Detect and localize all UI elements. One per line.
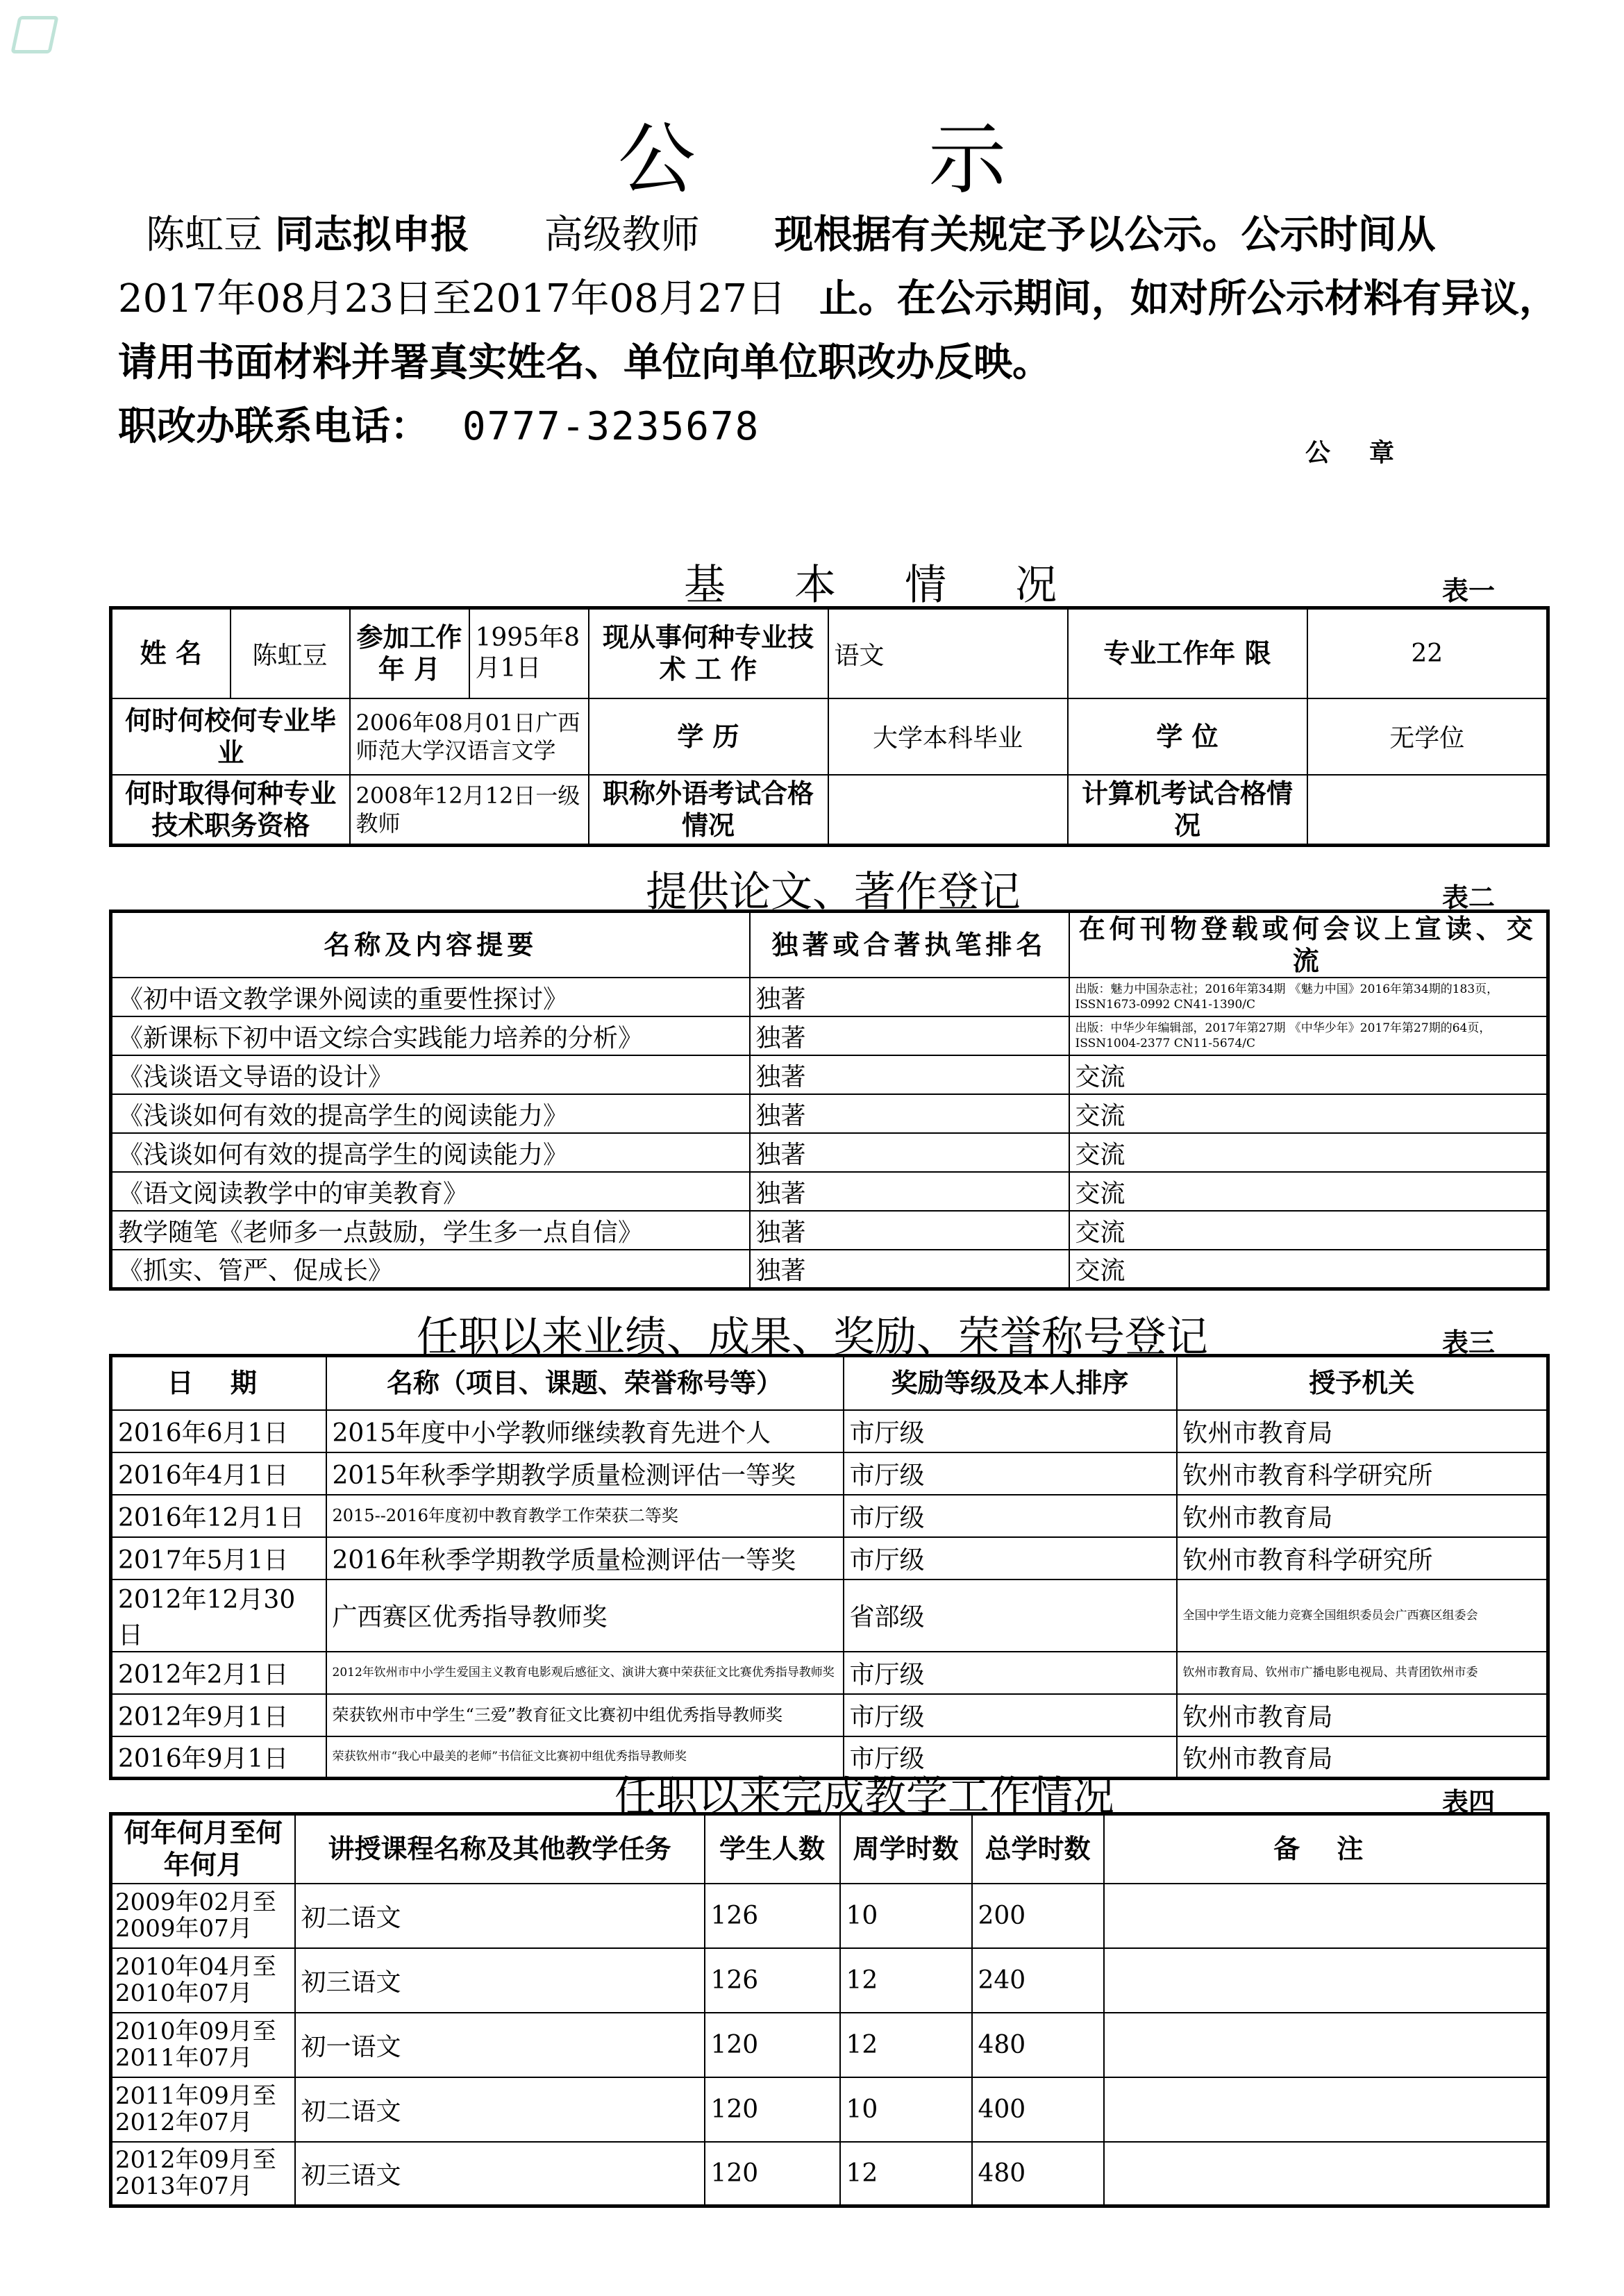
award-level: 市厅级 (844, 1452, 1177, 1495)
teaching-table (109, 1812, 1550, 2208)
logo-mark-icon (10, 16, 58, 53)
paper-author-rank: 独著 (750, 1211, 1069, 1250)
notice-line-2 (118, 268, 1558, 324)
paper-name: 《浅谈如何有效的提高学生的阅读能力》 (111, 1094, 750, 1133)
teaching-weekly-hours: 12 (840, 2013, 972, 2077)
paper-venue: 出版：中华少年编辑部，2017年第27期 《中华少年》2017年第27期的64页，ISSN1004-2377 CN11-5674/C (1069, 1016, 1548, 1055)
notice-text: 止。在公示期间，如对所公示材料有异议， (819, 276, 1558, 321)
contact-line (118, 396, 760, 451)
award-name: 荣获钦州市中学生“三爱”教育征文比赛初中组优秀指导教师奖 (326, 1694, 844, 1736)
teaching-total-hours: 200 (972, 1884, 1104, 1948)
degree-value: 无学位 (1307, 698, 1548, 775)
paper-name: 《抓实、管严、促成长》 (111, 1250, 750, 1289)
degree-label: 学 位 (1068, 698, 1307, 775)
paper-row (111, 1094, 1548, 1133)
table-tag: 表四 (1442, 1786, 1496, 1818)
award-date: 2012年9月1日 (111, 1694, 326, 1736)
award-org: 钦州市教育科学研究所 (1177, 1537, 1548, 1579)
teaching-students: 120 (705, 2077, 840, 2142)
teaching-weekly-hours: 12 (840, 2142, 972, 2206)
paper-venue: 交流 (1069, 1133, 1548, 1172)
award-org: 钦州市教育局 (1177, 1410, 1548, 1452)
teaching-header-notes: 备 注 (1104, 1814, 1548, 1884)
notice-line-3: 请用书面材料并署真实姓名、单位向单位职改办反映。 (118, 340, 1051, 385)
name-label: 姓 名 (111, 608, 231, 698)
award-date: 2016年6月1日 (111, 1410, 326, 1452)
period-end: 2011年07月 (115, 2044, 253, 2072)
award-row (111, 1495, 1548, 1537)
teaching-students: 126 (705, 1948, 840, 2013)
teaching-weekly-hours: 10 (840, 2077, 972, 2142)
award-level: 市厅级 (844, 1736, 1177, 1779)
teaching-students: 120 (705, 2013, 840, 2077)
paper-author-rank: 独著 (750, 1250, 1069, 1289)
teaching-course: 初三语文 (295, 2142, 705, 2206)
award-row (111, 1410, 1548, 1452)
award-date: 2012年12月30日 (111, 1579, 326, 1652)
teaching-students: 120 (705, 2142, 840, 2206)
phone-number: 0777-3235678 (462, 404, 760, 449)
papers-header-name: 名称及内容提要 (111, 912, 750, 978)
paper-row (111, 1016, 1548, 1055)
award-org: 钦州市教育局 (1177, 1736, 1548, 1779)
teaching-total-hours: 480 (972, 2142, 1104, 2206)
period-end: 2010年07月 (115, 1979, 253, 2007)
period-end: 2009年07月 (115, 1915, 253, 1943)
teaching-note (1104, 2077, 1548, 2142)
teaching-period (111, 1884, 295, 1948)
paper-venue: 交流 (1069, 1055, 1548, 1094)
award-name: 2015--2016年度初中教育教学工作荣获二等奖 (326, 1495, 844, 1537)
work-start-value: 1995年8月1日 (469, 608, 589, 698)
paper-venue: 交流 (1069, 1250, 1548, 1289)
award-row (111, 1537, 1548, 1579)
teaching-course: 初二语文 (295, 1884, 705, 1948)
award-org: 钦州市教育局、钦州市广播电影电视局、共青团钦州市委 (1177, 1652, 1548, 1694)
award-name: 2012年钦州市中小学生爱国主义教育电影观后感征文、演讲大赛中荣获征文比赛优秀指导教师奖 (326, 1652, 844, 1694)
award-row (111, 1694, 1548, 1736)
current-work-label: 现从事何种专业技 术 工 作 (589, 608, 828, 698)
teaching-course: 初一语文 (295, 2013, 705, 2077)
paper-author-rank: 独著 (750, 1172, 1069, 1211)
papers-table (109, 910, 1550, 1291)
paper-row (111, 1172, 1548, 1211)
computer-exam-value (1307, 775, 1548, 846)
table-tag: 表一 (1442, 575, 1496, 606)
award-level: 市厅级 (844, 1652, 1177, 1694)
teaching-note (1104, 1948, 1548, 2013)
watermark-logo (15, 16, 174, 58)
award-level: 市厅级 (844, 1410, 1177, 1452)
award-name: 广西赛区优秀指导教师奖 (326, 1579, 844, 1652)
teaching-note (1104, 1884, 1548, 1948)
paper-name: 《新课标下初中语文综合实践能力培养的分析》 (111, 1016, 750, 1055)
years-label: 专业工作年 限 (1068, 608, 1307, 698)
teaching-period (111, 2077, 295, 2142)
paper-name: 教学随笔《老师多一点鼓励，学生多一点自信》 (111, 1211, 750, 1250)
teaching-period (111, 2013, 295, 2077)
awards-header-name: 名称（项目、课题、荣誉称号等） (326, 1356, 844, 1410)
language-exam-value (828, 775, 1068, 846)
paper-row (111, 1250, 1548, 1289)
award-date: 2012年2月1日 (111, 1652, 326, 1694)
award-date: 2016年9月1日 (111, 1736, 326, 1779)
awards-table (109, 1354, 1550, 1780)
award-org: 钦州市教育科学研究所 (1177, 1452, 1548, 1495)
section-title-teaching: 任职以来完成教学工作情况 (614, 1773, 1114, 1821)
awards-header-date: 日 期 (111, 1356, 326, 1410)
paper-author-rank: 独著 (750, 1133, 1069, 1172)
education-label: 学 历 (589, 698, 828, 775)
paper-venue: 交流 (1069, 1172, 1548, 1211)
period-start: 2010年09月至 (115, 2018, 276, 2045)
paper-name: 《语文阅读教学中的审美教育》 (111, 1172, 750, 1211)
teaching-period (111, 1948, 295, 2013)
table-tag: 表三 (1442, 1327, 1496, 1358)
teaching-total-hours: 480 (972, 2013, 1104, 2077)
award-row (111, 1579, 1548, 1652)
qualification-value: 2008年12月12日一级教师 (350, 775, 589, 846)
period-start: 2009年02月至 (115, 1888, 276, 1916)
teaching-weekly-hours: 10 (840, 1884, 972, 1948)
teaching-note (1104, 2013, 1548, 2077)
period-end: 2013年07月 (115, 2172, 253, 2201)
applicant-name: 陈虹豆 (146, 212, 262, 258)
teaching-course: 初三语文 (295, 1948, 705, 2013)
award-row (111, 1452, 1548, 1495)
paper-venue: 交流 (1069, 1211, 1548, 1250)
current-work-value: 语文 (828, 608, 1068, 698)
award-org: 钦州市教育局 (1177, 1495, 1548, 1537)
award-name: 2015年度中小学教师继续教育先进个人 (326, 1410, 844, 1452)
teaching-students: 126 (705, 1884, 840, 1948)
paper-name: 《浅谈语文导语的设计》 (111, 1055, 750, 1094)
teaching-note (1104, 2142, 1548, 2206)
teaching-header-course: 讲授课程名称及其他教学任务 (295, 1814, 705, 1884)
award-date: 2016年4月1日 (111, 1452, 326, 1495)
teaching-row (111, 2142, 1548, 2206)
period-end: 2012年07月 (115, 2109, 253, 2136)
teaching-row (111, 2077, 1548, 2142)
paper-row (111, 1055, 1548, 1094)
years-value: 22 (1307, 608, 1548, 698)
papers-header-venue: 在何刊物登载或何会议上宣读、交流 (1069, 912, 1548, 978)
paper-author-rank: 独著 (750, 1016, 1069, 1055)
period-start: 2010年04月至 (115, 1953, 276, 1981)
work-start-label: 参加工作年 月 (350, 608, 469, 698)
awards-header-org: 授予机关 (1177, 1356, 1548, 1410)
paper-author-rank: 独著 (750, 1094, 1069, 1133)
award-date: 2017年5月1日 (111, 1537, 326, 1579)
paper-row (111, 978, 1548, 1016)
language-exam-label: 职称外语考试合格情况 (589, 775, 828, 846)
teaching-header-total: 总学时数 (972, 1814, 1104, 1884)
teaching-row (111, 1884, 1548, 1948)
teaching-header-students: 学生人数 (705, 1814, 840, 1884)
section-title-basic: 基 本 情 况 (684, 561, 1085, 610)
award-org: 全国中学生语文能力竞赛全国组织委员会广西赛区组委会 (1177, 1579, 1548, 1652)
seal-text: 公章 (1305, 438, 1434, 467)
award-name: 2016年秋季学期教学质量检测评估一等奖 (326, 1537, 844, 1579)
graduation-value: 2006年08月01日广西师范大学汉语言文学 (350, 698, 589, 775)
period-start: 2012年09月至 (115, 2146, 276, 2175)
teaching-total-hours: 240 (972, 1948, 1104, 2013)
teaching-total-hours: 400 (972, 2077, 1104, 2142)
paper-row (111, 1211, 1548, 1250)
award-level: 市厅级 (844, 1495, 1177, 1537)
paper-venue: 交流 (1069, 1094, 1548, 1133)
teaching-header-weekly: 周学时数 (840, 1814, 972, 1884)
award-level: 市厅级 (844, 1694, 1177, 1736)
papers-header-author: 独著或合著执笔排名 (750, 912, 1069, 978)
basic-info-table (109, 606, 1550, 847)
awards-header-level: 奖励等级及本人排序 (844, 1356, 1177, 1410)
teaching-row (111, 2013, 1548, 2077)
education-value: 大学本科毕业 (828, 698, 1068, 775)
notice-period: 2017年08月23日至2017年08月27日 (118, 276, 787, 321)
computer-exam-label: 计算机考试合格情况 (1068, 775, 1307, 846)
award-name: 荣获钦州市“我心中最美的老师”书信征文比赛初中组优秀指导教师奖 (326, 1736, 844, 1779)
teaching-period (111, 2142, 295, 2206)
paper-author-rank: 独著 (750, 978, 1069, 1016)
applied-rank: 高级教师 (544, 212, 700, 258)
teaching-header-period: 何年何月至何年何月 (111, 1814, 295, 1884)
section-title-papers: 提供论文、著作登记 (646, 868, 1021, 916)
award-org: 钦州市教育局 (1177, 1694, 1548, 1736)
table-tag: 表二 (1442, 882, 1496, 913)
phone-label: 职改办联系电话： (118, 403, 429, 449)
award-level: 市厅级 (844, 1537, 1177, 1579)
award-name: 2015年秋季学期教学质量检测评估一等奖 (326, 1452, 844, 1495)
teaching-row (111, 1948, 1548, 2013)
teaching-weekly-hours: 12 (840, 1948, 972, 2013)
paper-name: 《初中语文教学课外阅读的重要性探讨》 (111, 978, 750, 1016)
teaching-course: 初二语文 (295, 2077, 705, 2142)
award-date: 2016年12月1日 (111, 1495, 326, 1537)
page-title: 公 示 (617, 115, 1111, 205)
notice-line-1 (146, 204, 1435, 260)
section-title-awards: 任职以来业绩、成果、奖励、荣誉称号登记 (417, 1313, 1208, 1361)
paper-author-rank: 独著 (750, 1055, 1069, 1094)
paper-name: 《浅谈如何有效的提高学生的阅读能力》 (111, 1133, 750, 1172)
award-level: 省部级 (844, 1579, 1177, 1652)
name-value: 陈虹豆 (231, 608, 350, 698)
paper-row (111, 1133, 1548, 1172)
period-start: 2011年09月至 (115, 2082, 276, 2110)
paper-venue: 出版：魅力中国杂志社；2016年第34期 《魅力中国》2016年第34期的183页，ISSN1673-0992 CN41-1390/C (1069, 978, 1548, 1016)
graduation-label: 何时何校何专业毕 业 (111, 698, 350, 775)
qualification-label: 何时取得何种专业技术职务资格 (111, 775, 350, 846)
award-row (111, 1652, 1548, 1694)
notice-text: 同志拟申报 (274, 212, 469, 258)
notice-text: 现根据有关规定予以公示。公示时间从 (774, 212, 1436, 258)
